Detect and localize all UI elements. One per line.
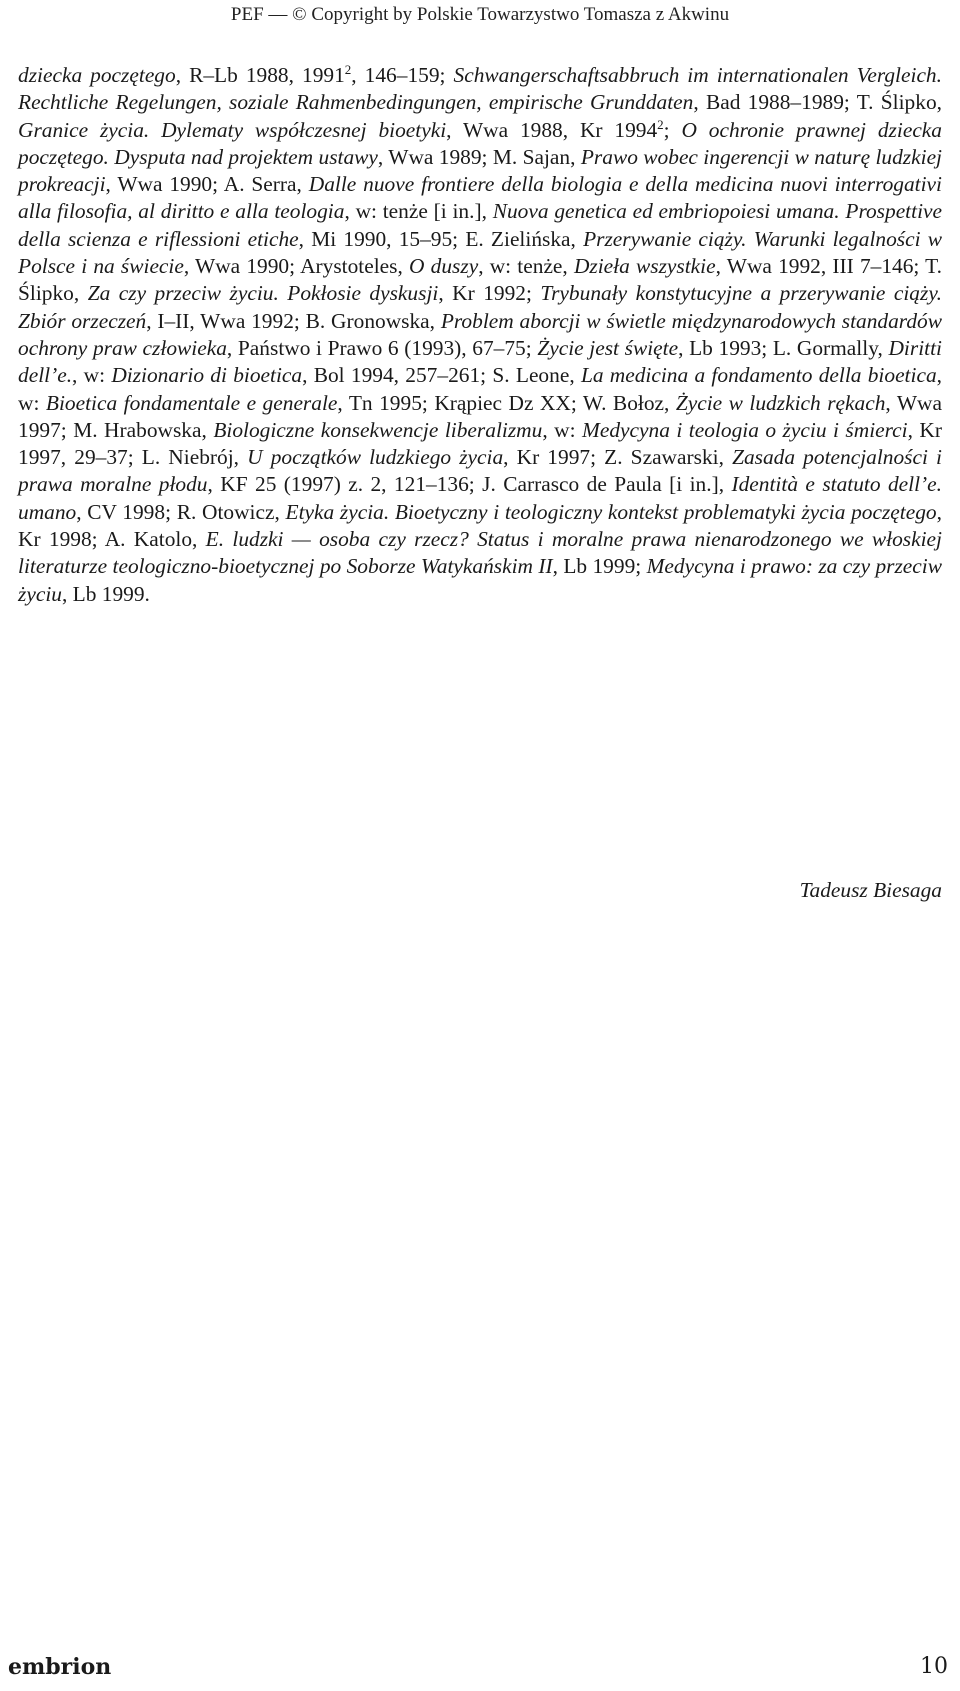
- bib-text: , KF 25 (1997) z. 2, 121–136; J. Carrasco de Paula [i in.],: [207, 472, 732, 497]
- bib-title: Etyka życia. Bioetyczny i teologiczny kontekst problematyki życia poczętego: [285, 499, 937, 524]
- bib-title: Zasada potencjalności i prawa moralne płodu: [18, 445, 942, 497]
- bib-text: , Wwa 1990; A. Serra,: [105, 172, 309, 197]
- bib-title: O ochronie prawnej dziecka poczętego. Dysputa nad projektem ustawy: [18, 117, 942, 169]
- bib-text: , w:: [72, 363, 112, 388]
- bib-title: dziecka poczętego: [18, 63, 176, 87]
- bib-text: , Lb 1999.: [61, 581, 150, 606]
- bib-text: , Lb 1993; L. Gormally,: [678, 335, 889, 360]
- bib-title: Życie w ludzkich rękach: [675, 390, 886, 415]
- bib-title: U początków ludzkiego życia: [247, 445, 504, 470]
- bib-title: Identità e statuto dell’e. umano: [18, 472, 942, 524]
- bib-title: Bioetica fondamentale e generale: [45, 390, 338, 415]
- bib-title: Granice życia. Dylematy współczesnej bioetyki: [18, 117, 447, 142]
- bib-title: O duszy: [409, 254, 479, 279]
- bib-text: , Kr 1997, 29–37; L. Niebrój,: [18, 417, 942, 470]
- edition-superscript: 2: [344, 62, 352, 77]
- bib-text: , Bol 1994, 257–261; S. Leone,: [302, 363, 581, 388]
- article-author: Tadeusz Biesaga: [799, 878, 942, 902]
- bib-text: , Bad 1988–1989; T. Ślipko,: [693, 90, 942, 115]
- bib-title: Dalle nuove frontiere della biologia e della medicina nuovi interrogativi alla filosofia, al diritto e alla teologia: [18, 172, 942, 224]
- page-header: PEF — © Copyright by Polskie Towarzystwo Tomasza z Akwinu: [230, 4, 730, 25]
- bib-title: Biologiczne konsekwencje liberalizmu: [213, 417, 543, 442]
- bib-title: Schwangerschaftsabbruch im internationalen Vergleich. Rechtliche Regelungen, soziale Rahmenbedingungen, empirische Grunddaten: [18, 63, 942, 115]
- bib-text: , w:: [18, 363, 942, 415]
- bib-title: Prawo wobec ingerencji w naturę ludzkiej prokreacji: [18, 144, 943, 197]
- footer-page-number: 10: [920, 1654, 948, 1679]
- bib-title: Medycyna i prawo: za czy przeciw życiu: [18, 554, 942, 606]
- bib-title: Dizionario di bioetica: [111, 363, 303, 388]
- bib-title: Trybunały konstytucyjne a przerywanie ciąży. Zbiór orzeczeń: [18, 281, 942, 333]
- edition-superscript: 2: [657, 116, 664, 132]
- bib-text: , CV 1998; R. Otowicz,: [76, 499, 286, 524]
- bib-title: La medicina a fondamento della bioetica: [580, 363, 937, 388]
- bib-text: , Państwo i Prawo 6 (1993), 67–75;: [226, 335, 538, 360]
- bib-text: , R–Lb 1988, 1991: [175, 63, 345, 87]
- bib-text: , I–II, Wwa 1992; B. Gronowska,: [146, 308, 441, 333]
- bib-text: , Mi 1990, 15–95; E. Zielińska,: [298, 226, 584, 251]
- bib-title: Medycyna i teologia o życiu i śmierci: [582, 417, 908, 442]
- bib-title: Za czy przeciw życiu. Pokłosie dyskusji: [87, 281, 439, 306]
- bib-title: Życie jest święte: [537, 335, 679, 360]
- bib-text: , Wwa 1989; M. Sajan,: [377, 144, 581, 169]
- bib-text: , w: tenże [i in.],: [344, 199, 493, 224]
- bib-title: Przerywanie ciąży. Warunki legalności w Polsce i na świecie: [18, 226, 942, 279]
- bib-text: , 146–159;: [351, 63, 454, 87]
- bib-text: , Wwa 1990; Arystoteles,: [183, 254, 410, 279]
- footer-entry-word: embrion: [8, 1654, 112, 1680]
- bib-text: , Wwa 1997; M. Hrabowska,: [18, 390, 942, 442]
- bib-text: , Kr 1998; A. Katolo,: [18, 499, 942, 552]
- bib-text: , Wwa 1988, Kr 1994: [446, 117, 658, 142]
- bib-text: ;: [663, 117, 682, 142]
- bib-text: , w:: [542, 417, 583, 442]
- bib-title: E. ludzki — osoba czy rzecz? Status i moralne prawa nienarodzonego we włoskiej literaturze teologiczno-bioetycznej po Soborze Watykańskim II: [18, 527, 942, 579]
- bib-title: Problem aborcji w świetle międzynarodowych standardów ochrony praw człowieka: [18, 308, 942, 360]
- bib-text: , Kr 1992;: [438, 281, 541, 306]
- bib-text: , Tn 1995; Krąpiec Dz XX; W. Bołoz,: [337, 390, 676, 415]
- bib-text: , Kr 1997; Z. Szawarski,: [503, 445, 733, 470]
- bib-title: Nuova genetica ed embriopoiesi umana. Prospettive della scienza e riflessioni etiche: [18, 199, 943, 251]
- bib-title: Dzieła wszystkie: [573, 254, 716, 279]
- bib-text: , w: tenże,: [478, 254, 574, 279]
- bib-text: , Lb 1999;: [552, 554, 647, 579]
- bib-title: Diritti dell’e.: [18, 335, 942, 388]
- bibliography-paragraph: [18, 62, 942, 608]
- bib-text: , Wwa 1992, III 7–146; T. Ślipko,: [18, 254, 942, 306]
